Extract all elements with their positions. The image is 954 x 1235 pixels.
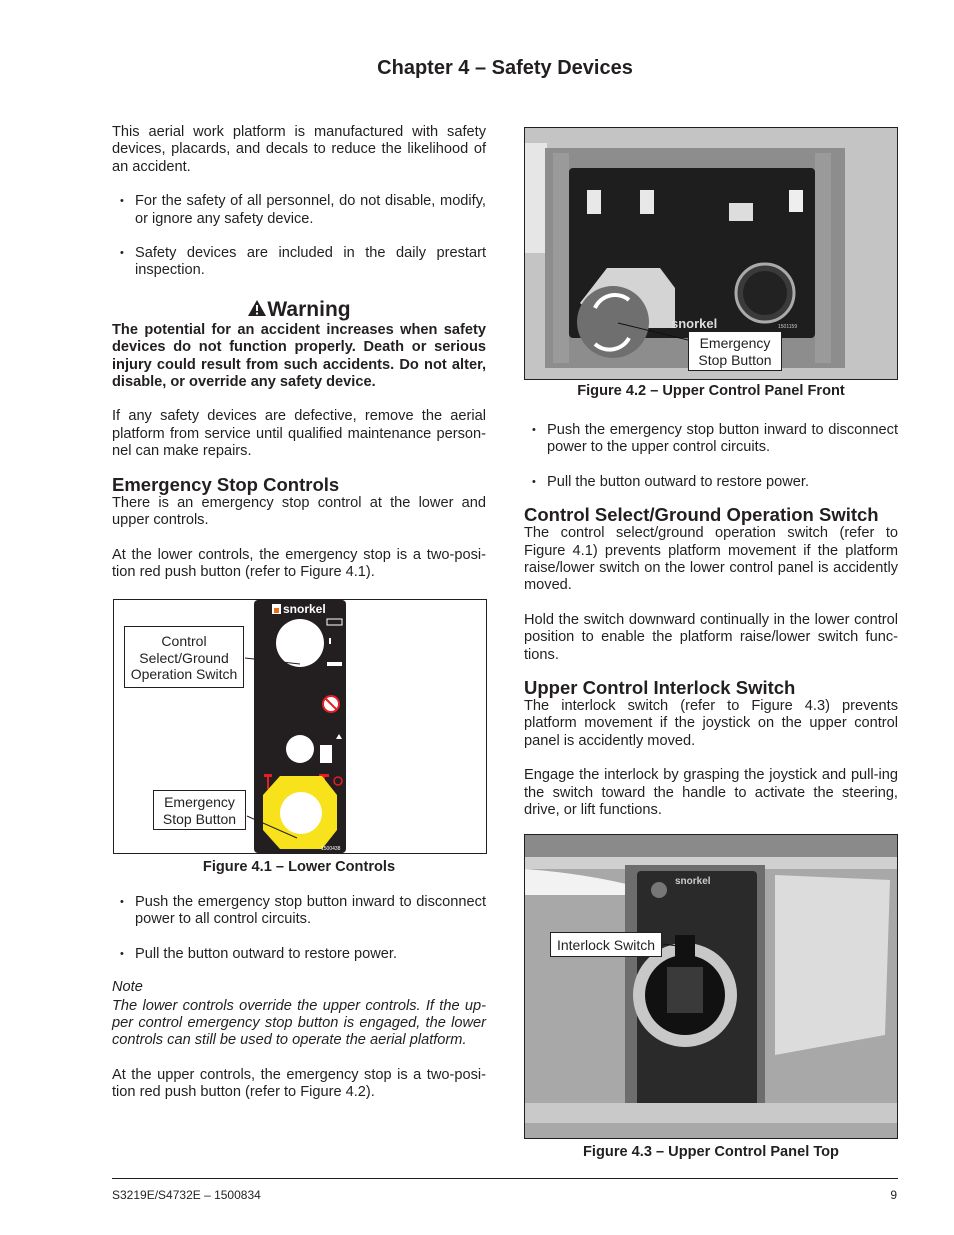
callout-emergency-stop: Emergency Stop Button	[153, 790, 246, 830]
interlock-paragraph: The interlock switch (refer to Figure 4.3) prevents platform movement if the joystick on the upper control panel is accidently moved.	[524, 698, 898, 749]
bullet: • Push the emergency stop button inward to disconnect power to all control circuits.	[112, 894, 486, 929]
estop-paragraph: There is an emergency stop control at the lower and upper controls.	[112, 494, 486, 529]
part-number: 1501159	[778, 324, 798, 330]
bullet: • Pull the button outward to restore power.	[112, 946, 486, 963]
select-paragraph: The control select/ground operation switch (refer to Figure 4.1) prevents platform movement if the platform raise/lower switch on the lower control panel is accidently moved.	[524, 525, 898, 594]
figure-4-2	[524, 127, 898, 380]
callout-control-select-switch: Control Select/Ground Operation Switch	[124, 626, 244, 688]
left-column	[112, 124, 486, 581]
snorkel-logo: snorkel	[283, 602, 326, 616]
interlock-heading: Upper Control Interlock Switch	[524, 677, 796, 699]
note-label: Note	[112, 979, 143, 996]
left-column-lower	[112, 894, 486, 1102]
part-number: 1500438	[321, 846, 341, 852]
upper-estop-paragraph: At the upper controls, the emergency stop is a two-posi-tion red push button (refer to Figure 4.2).	[112, 1066, 486, 1101]
interlock-paragraph: Engage the interlock by grasping the joystick and pull-ing the switch toward the handle to activate the steering, drive, or lift functions.	[524, 767, 898, 819]
bullet: • For the safety of all personnel, do not disable, modify, or ignore any safety device.	[112, 193, 486, 228]
upper-control-panel-top-photo	[525, 835, 897, 1138]
page-number: 9	[890, 1188, 897, 1202]
figure-4-3-caption: Figure 4.3 – Upper Control Panel Top	[583, 1144, 839, 1160]
bullet: • Push the emergency stop button inward to disconnect power to the upper control circuits.	[524, 422, 898, 457]
callout-emergency-stop: Emergency Stop Button	[688, 331, 782, 371]
defective-paragraph: If any safety devices are defective, remove the aerial platform from service until qualified maintenance person-nel can make repairs.	[112, 408, 486, 460]
bullet: • Safety devices are included in the daily prestart inspection.	[112, 245, 486, 280]
warning-title: Warning	[267, 297, 351, 321]
figure-4-2-caption: Figure 4.2 – Upper Control Panel Front	[577, 383, 845, 399]
callout-interlock-switch: Interlock Switch	[550, 932, 662, 957]
estop-heading: Emergency Stop Controls	[112, 473, 340, 495]
footer-doc-id: S3219E/S4732E – 1500834	[112, 1188, 261, 1202]
snorkel-logo: snorkel	[671, 316, 718, 331]
note-text: The lower controls override the upper controls. If the up-per control emergency stop button is engaged, the lower controls can still be used to operate the aerial platform.	[112, 997, 486, 1049]
warning-triangle-icon	[247, 299, 267, 317]
select-switch-heading: Control Select/Ground Operation Switch	[524, 504, 879, 526]
right-column	[524, 422, 898, 820]
intro-paragraph: This aerial work platform is manufactured with safety devices, placards, and decals to reduce the likelihood of an accident.	[112, 124, 486, 175]
figure-4-1	[113, 599, 487, 854]
snorkel-logo: snorkel	[675, 876, 711, 887]
figure-4-3	[524, 834, 898, 1139]
select-paragraph: Hold the switch downward continually in the lower control position to enable the platform raise/lower switch func-tions.	[524, 611, 898, 663]
figure-4-1-caption: Figure 4.1 – Lower Controls	[202, 859, 396, 875]
warning-heading	[112, 298, 486, 322]
chapter-title: Chapter 4 – Safety Devices	[377, 57, 633, 79]
estop-paragraph: At the lower controls, the emergency stop is a two-posi-tion red push button (refer to Figure 4.1).	[112, 546, 486, 580]
bullet: • Pull the button outward to restore power.	[524, 474, 898, 491]
footer-divider	[112, 1178, 898, 1179]
warning-text: The potential for an accident increases when safety devices do not function properly. Death or serious injury could result from such accidents. Do not alter, disable, or override any safety device.	[112, 321, 486, 391]
